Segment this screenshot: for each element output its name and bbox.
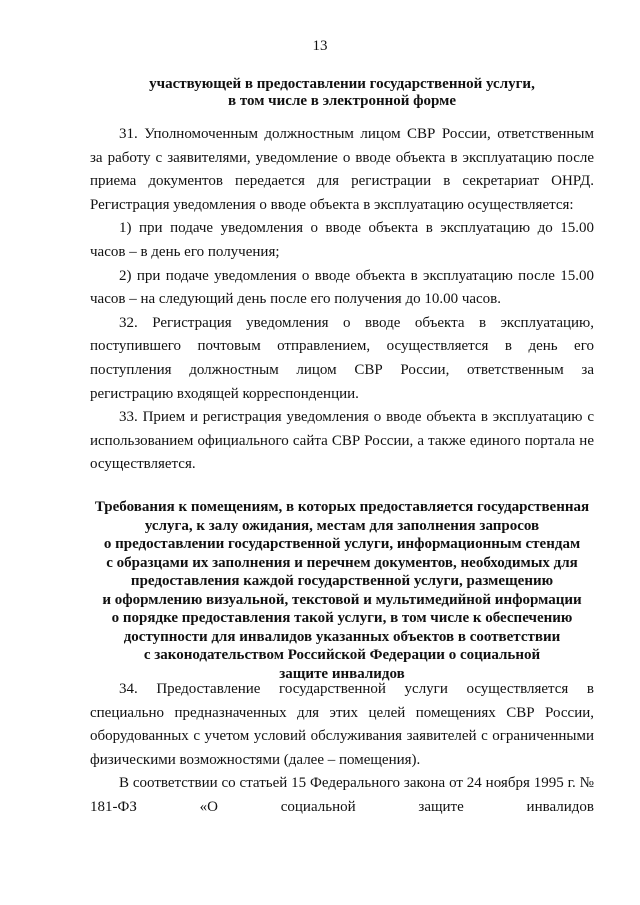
paragraph-31: 31. Уполномоченным должностным лицом СВР России, ответственным за работу с заявителями, уведомление о вводе объекта в эксплуатацию после приема документов передается для регистрации в секретариат ОНРД. Регистрация уведомления о вводе объекта в эксплуатацию осуществляется: <box>90 126 594 213</box>
paragraph-31-item-1: 1) при подаче уведомления о вводе объекта в эксплуатацию до 15.00 часов – в день его получения; <box>90 220 594 260</box>
heading-line: услуга, к залу ожидания, местам для заполнения запросов <box>144 517 540 534</box>
heading-line: Требования к помещениям, в которых предоставляется государственная <box>94 499 590 515</box>
paragraph-32: 32. Регистрация уведомления о вводе объекта в эксплуатацию, поступившего почтовым отправлением, осуществляется в день его поступления должностным лицом СВР России, ответственным за регистрацию входящей корреспонденции. <box>90 314 594 402</box>
paragraph-31-item-2: 2) при подаче уведомления о вводе объекта в эксплуатацию после 15.00 часов – на следующий день после его получения до 10.00 часов. <box>90 267 594 308</box>
heading-line: с законодательством Российской Федерации о социальной <box>143 647 541 663</box>
heading-line: доступности для инвалидов указанных объектов в соответствии <box>123 628 561 645</box>
heading-line: о порядке предоставления такой услуги, в том числе к обеспечению <box>111 610 573 626</box>
heading-line: защите инвалидов <box>279 665 405 682</box>
section-heading-submission <box>90 76 594 110</box>
heading-line: в том числе в электронной форме <box>227 93 456 109</box>
paragraph-block-registration <box>90 123 594 477</box>
paragraph-33: 33. Прием и регистрация уведомления о вводе объекта в эксплуатацию с использованием официального сайта СВР России, а также единого портала не осуществляется. <box>90 409 594 473</box>
page-number: 13 <box>312 38 328 54</box>
heading-line: участвующей в предоставлении государственной услуги, <box>149 76 535 92</box>
section-heading-premises <box>90 498 594 683</box>
paragraph-block-premises <box>90 678 594 820</box>
paragraph-34: 34. Предоставление государственной услуги осуществляется в специально предназначенных для этих целей помещениях СВР России, оборудованных с учетом условий обслуживания заявителей с ограниченными физическими возможностями (далее – помещения). <box>90 681 594 768</box>
heading-line: и оформлению визуальной, текстовой и мультимедийной информации <box>102 591 582 608</box>
heading-line: с образцами их заполнения и перечнем документов, необходимых для <box>106 554 578 571</box>
heading-line: о предоставлении государственной услуги, информационным стендам <box>103 536 581 552</box>
paragraph-law-reference: В соответствии со статьей 15 Федерального закона от 24 ноября 1995 г. № 181-ФЗ «О социальной защите инвалидов <box>90 775 594 815</box>
heading-line: предоставления каждой государственной услуги, размещению <box>130 573 554 589</box>
